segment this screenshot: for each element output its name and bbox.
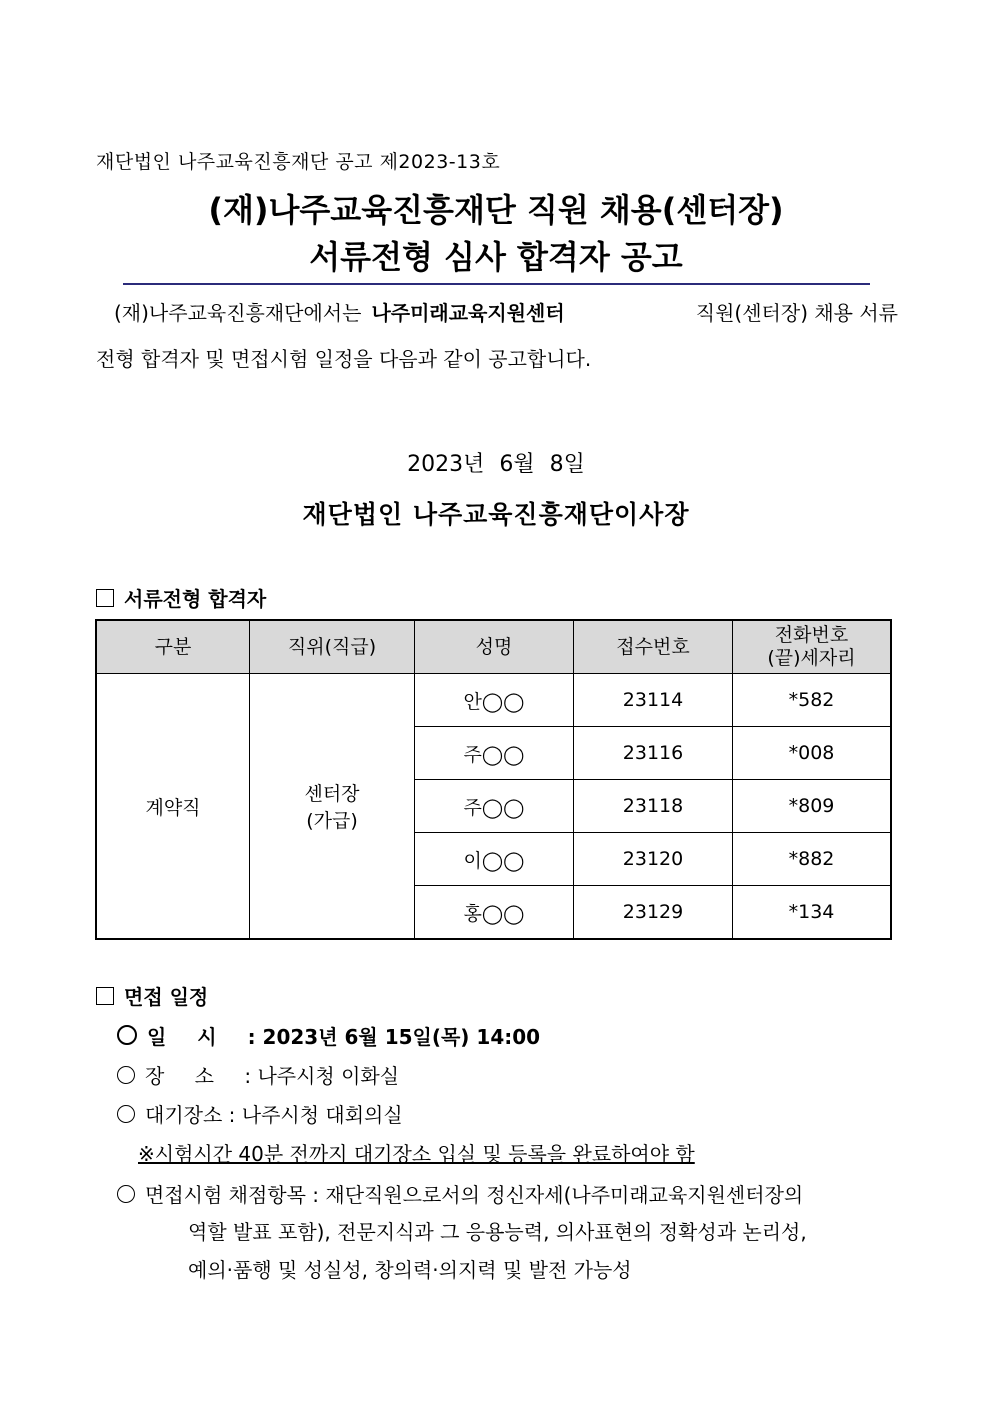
cell-position	[250, 674, 415, 940]
col-name: 성명	[415, 620, 574, 674]
position-line2: (가급)	[306, 810, 358, 832]
circle-bullet-icon	[117, 1185, 135, 1203]
place-label: 장 소 :	[145, 1064, 252, 1088]
cell-phone: *582	[733, 674, 892, 727]
title-divider	[123, 283, 870, 285]
checkbox-square-icon	[96, 589, 114, 607]
circle-bullet-icon	[117, 1025, 137, 1045]
intro-suffix: 직원(센터장) 채용 서류	[695, 301, 898, 325]
intro-line1	[96, 297, 898, 326]
cell-phone: *882	[733, 833, 892, 886]
circle-bullet-icon	[117, 1105, 135, 1123]
passers-heading	[96, 583, 266, 612]
col-phone	[733, 620, 892, 674]
cell-receipt-no: 23116	[574, 727, 733, 780]
waiting-value: 나주시청 대회의실	[241, 1103, 403, 1127]
intro-prefix: (재)나주교육진흥재단에서는	[114, 301, 362, 325]
datetime-label: 일 시 :	[147, 1025, 256, 1049]
table-header-row	[96, 620, 891, 674]
passers-heading-text: 서류전형 합격자	[124, 587, 267, 611]
position-line1: 센터장	[304, 783, 360, 805]
col-phone-line2: (끝)세자리	[767, 647, 856, 669]
col-phone-line1: 전화번호	[774, 624, 849, 646]
interview-heading-text: 면접 일정	[124, 985, 209, 1009]
circle-bullet-icon	[117, 1066, 135, 1084]
cell-name: 주◯◯	[415, 780, 574, 833]
cell-receipt-no: 23114	[574, 674, 733, 727]
waiting-label: 대기장소 :	[145, 1103, 236, 1127]
interview-waiting-place	[117, 1099, 403, 1128]
notice-number: 재단법인 나주교육진흥재단 공고 제2023-13호	[96, 151, 501, 173]
cell-category: 계약직	[96, 674, 250, 940]
datetime-value: 2023년 6월 15일(목) 14:00	[262, 1025, 541, 1049]
table-row	[96, 674, 891, 727]
col-position: 직위(직급)	[250, 620, 415, 674]
cell-phone: *134	[733, 886, 892, 940]
notice-date: 2023년 6월 8일	[407, 452, 585, 477]
col-category: 구분	[96, 620, 250, 674]
cell-name: 홍◯◯	[415, 886, 574, 940]
place-value: 나주시청 이화실	[257, 1064, 400, 1088]
cell-receipt-no: 23120	[574, 833, 733, 886]
intro-center-name: 나주미래교육지원센터	[371, 301, 565, 325]
cell-name: 주◯◯	[415, 727, 574, 780]
passers-table	[95, 619, 892, 940]
interview-criteria-line3: 예의·품행 및 성실성, 창의력·의지력 및 발전 가능성	[188, 1258, 632, 1282]
signer: 재단법인 나주교육진흥재단이사장	[302, 500, 690, 529]
cell-receipt-no: 23129	[574, 886, 733, 940]
interview-criteria-line1	[117, 1179, 898, 1208]
interview-note: ※시험시간 40분 전까지 대기장소 입실 및 등록을 완료하여야 함	[138, 1142, 695, 1166]
cell-receipt-no: 23118	[574, 780, 733, 833]
checkbox-square-icon	[96, 987, 114, 1005]
interview-place	[117, 1060, 399, 1089]
page-title-line1: (재)나주교육진흥재단 직원 채용(센터장)	[208, 191, 784, 229]
intro-line2: 전형 합격자 및 면접시험 일정을 다음과 같이 공고합니다.	[96, 347, 592, 371]
interview-criteria-line2: 역할 발표 포함), 전문지식과 그 응용능력, 의사표현의 정확성과 논리성,	[188, 1220, 807, 1244]
interview-heading	[96, 981, 208, 1010]
cell-phone: *809	[733, 780, 892, 833]
cell-name: 이◯◯	[415, 833, 574, 886]
page-title-line2: 서류전형 심사 합격자 공고	[309, 238, 683, 276]
criteria-line1-wrap	[117, 1179, 803, 1208]
cell-phone: *008	[733, 727, 892, 780]
col-receipt-no: 접수번호	[574, 620, 733, 674]
cell-name: 안◯◯	[415, 674, 574, 727]
criteria-line1-text: 면접시험 채점항목 : 재단직원으로서의 정신자세(나주미래교육지원센터장의	[145, 1183, 804, 1207]
interview-datetime	[117, 1021, 540, 1050]
